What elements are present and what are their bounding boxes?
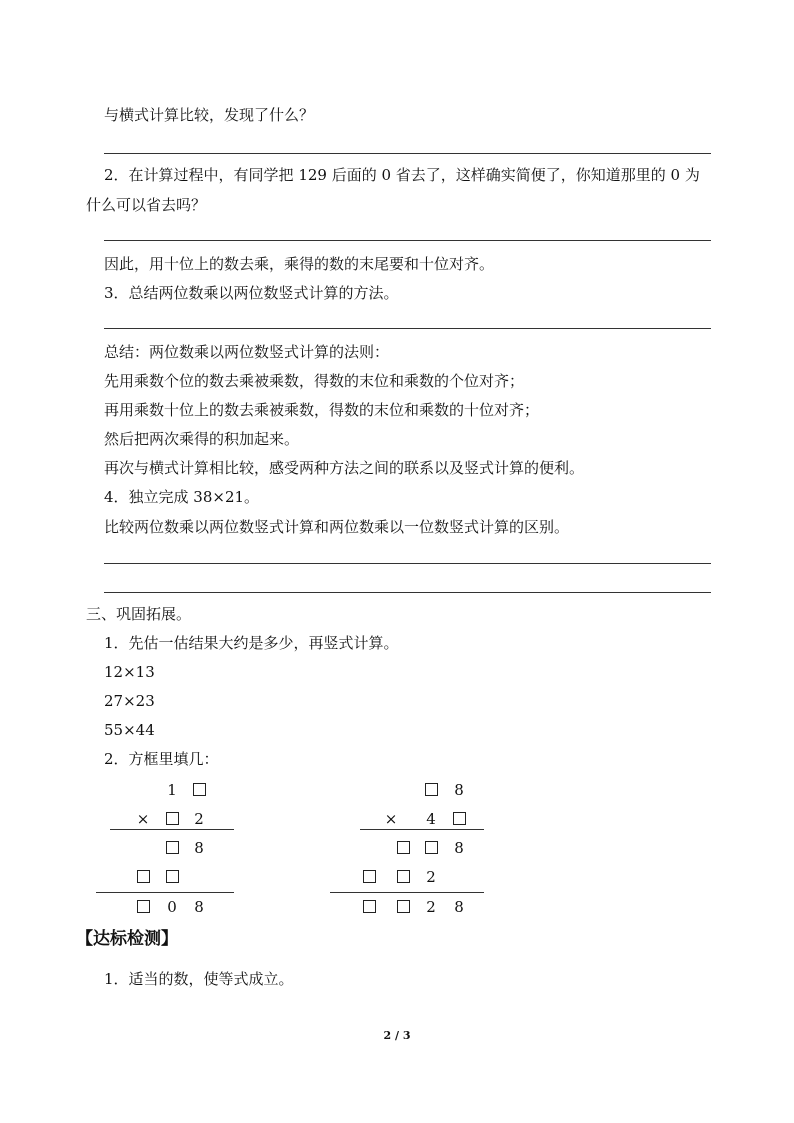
sum-line	[330, 892, 484, 893]
blank-square-icon	[425, 783, 438, 796]
question-4: 4．独立完成 38×21。	[104, 488, 260, 506]
blank-box[interactable]	[361, 867, 377, 887]
digit: 8	[194, 839, 204, 857]
digit: 8	[454, 839, 464, 857]
blank-box[interactable]	[135, 897, 151, 917]
rule-2: 再用乘数十位上的数去乘被乘数，得数的末位和乘数的十位对齐；	[104, 401, 540, 419]
blank-square-icon	[166, 812, 179, 825]
blank-square-icon	[166, 841, 179, 854]
blank-box[interactable]	[164, 809, 180, 829]
digit: 2	[194, 810, 204, 828]
compare-difference: 比较两位数乘以两位数竖式计算和两位数乘以一位数竖式计算的区别。	[104, 518, 570, 536]
exercise-1: 1．先估一估结果大约是多少，再竖式计算。	[104, 634, 399, 652]
product-line	[360, 829, 484, 830]
digit: 0	[167, 898, 177, 916]
times-sign: ×	[136, 810, 150, 828]
therefore-text: 因此，用十位上的数去乘，乘得的数的末尾要和十位对齐。	[104, 255, 495, 273]
expression-2: 27×23	[104, 692, 155, 710]
blank-box[interactable]	[361, 897, 377, 917]
blank-box[interactable]	[423, 780, 439, 800]
blank-square-icon	[137, 870, 150, 883]
blank-box[interactable]	[451, 809, 467, 829]
blank-square-icon	[425, 841, 438, 854]
answer-line[interactable]	[104, 563, 711, 564]
question-2-line2: 什么可以省去吗？	[86, 196, 207, 214]
blank-box[interactable]	[395, 838, 411, 858]
expression-3: 55×44	[104, 721, 155, 739]
blank-square-icon	[166, 870, 179, 883]
digit: 4	[426, 810, 436, 828]
rule-1: 先用乘数个位的数去乘被乘数，得数的末位和乘数的个位对齐；	[104, 372, 525, 390]
expression-1: 12×13	[104, 663, 155, 681]
page-number: 2 / 3	[383, 1029, 411, 1042]
section-3-heading: 三、巩固拓展。	[86, 605, 192, 623]
rule-3: 然后把两次乘得的积加起来。	[104, 430, 300, 448]
digit: 2	[426, 868, 436, 886]
digit: 8	[194, 898, 204, 916]
blank-box[interactable]	[395, 867, 411, 887]
blank-square-icon	[397, 870, 410, 883]
check-heading: 【达标检测】	[76, 929, 178, 949]
digit: 8	[454, 898, 464, 916]
blank-square-icon	[397, 900, 410, 913]
blank-box[interactable]	[395, 897, 411, 917]
blank-square-icon	[363, 900, 376, 913]
exercise-2: 2．方框里填几：	[104, 750, 219, 768]
digit: 8	[454, 781, 464, 799]
compare-prompt: 与横式计算比较，发现了什么？	[104, 106, 315, 124]
blank-box[interactable]	[191, 780, 207, 800]
compare-again: 再次与横式计算相比较，感受两种方法之间的联系以及竖式计算的便利。	[104, 459, 585, 477]
blank-box[interactable]	[164, 838, 180, 858]
answer-line[interactable]	[104, 240, 711, 241]
blank-square-icon	[137, 900, 150, 913]
check-question-1: 1．适当的数，使等式成立。	[104, 970, 294, 988]
blank-square-icon	[193, 783, 206, 796]
blank-box[interactable]	[135, 867, 151, 887]
answer-line[interactable]	[104, 328, 711, 329]
blank-square-icon	[397, 841, 410, 854]
question-2-line1: 2．在计算过程中，有同学把 129 后面的 0 省去了，这样确实简便了，你知道那里的 0 为	[104, 166, 700, 184]
blank-box[interactable]	[164, 867, 180, 887]
answer-line[interactable]	[104, 153, 711, 154]
product-line	[110, 829, 234, 830]
summary-title: 总结：两位数乘以两位数竖式计算的法则：	[104, 343, 390, 361]
times-sign: ×	[384, 810, 398, 828]
sum-line	[96, 892, 234, 893]
question-3: 3．总结两位数乘以两位数竖式计算的方法。	[104, 284, 399, 302]
blank-square-icon	[363, 870, 376, 883]
blank-box[interactable]	[423, 838, 439, 858]
digit: 1	[167, 781, 177, 799]
blank-square-icon	[453, 812, 466, 825]
digit: 2	[426, 898, 436, 916]
answer-line[interactable]	[104, 592, 711, 593]
